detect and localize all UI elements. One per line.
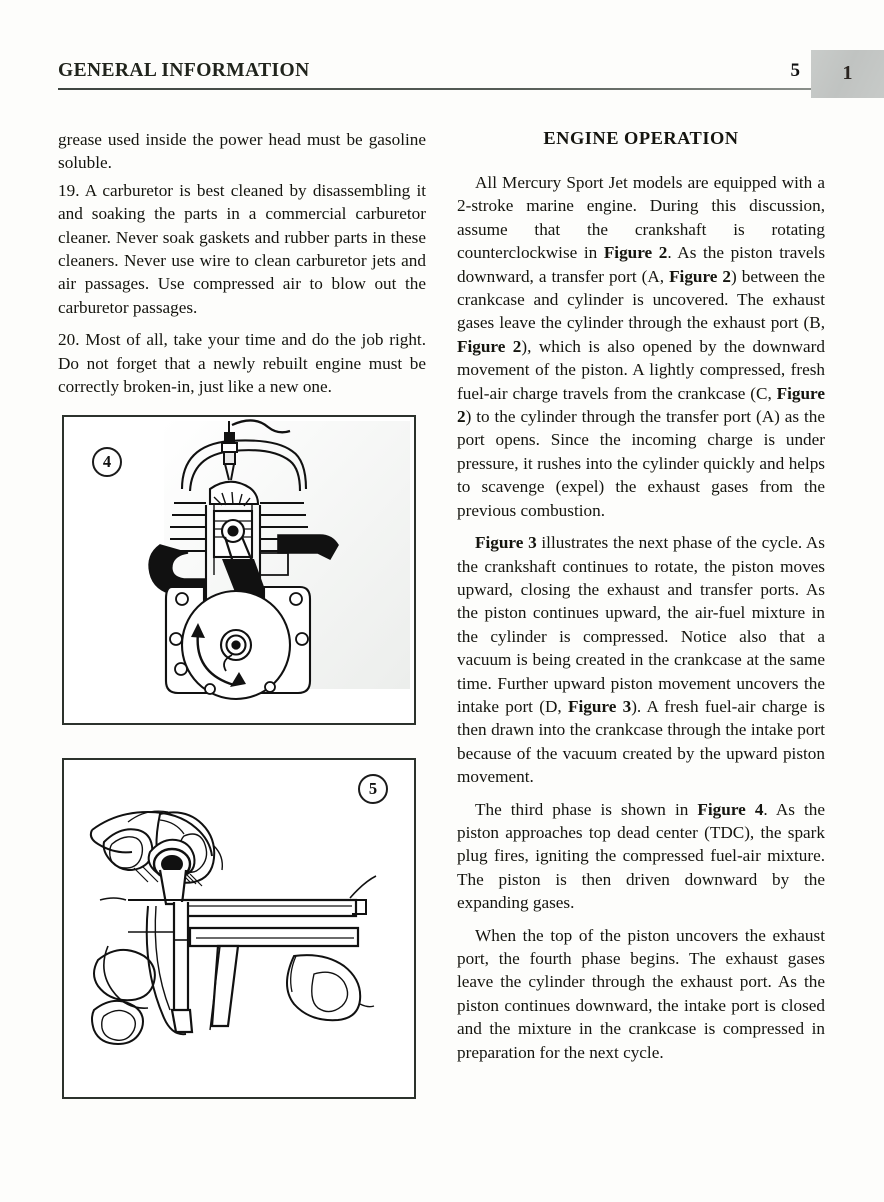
figure-5-box <box>62 758 416 1099</box>
text-run: . As the piston travels downward, a transfer port (A, <box>457 243 826 286</box>
chapter-thumb-tab <box>811 50 884 98</box>
text-run: ) to the cylinder through the transfer port (A) as the port opens. Since the incoming charge is under pressure, it rushes into the cylinder quickly and helps to scavenge (expel) the exhaust gases from the previous combustion. <box>457 407 825 520</box>
text-run: illustrates the next phase of the cycle. As the crankshaft continues to rotate, the piston moves upward, closing the exhaust and transfer ports. As the piston continues upward, the air-fuel mixture in the cylinder is compressed. Notice also that a vacuum is being created in the crankcase at the same time. Further upward piston movement uncovers the intake port (D, <box>457 533 825 716</box>
bold-run: Figure 2 <box>457 383 825 427</box>
text-run: ) between the crankcase and cylinder is uncovered. The exhaust gases leave the cylinder through the exhaust port (B, <box>457 266 826 333</box>
section-heading-engine-operation: ENGINE OPERATION <box>543 128 739 148</box>
chapter-tab-number: 1 <box>842 62 853 84</box>
paragraph-item-19: 19. A carburetor is best cleaned by disassembling it and soaking the parts in a commercial carburetor cleaner. Never soak gaskets and rubber parts in these cleaners. Never use wire to clean carburetor jets and air passages. Use compressed air to blow out the carburetor passages. <box>58 180 426 317</box>
bold-run: Figure 2 <box>669 266 732 286</box>
figure-4-callout: 4 <box>92 447 122 477</box>
bold-run: Figure 3 <box>567 696 632 716</box>
left-text-column <box>58 128 426 398</box>
paragraph-engine-2 <box>457 531 825 788</box>
paragraph-item-20: 20. Most of all, take your time and do the job right. Do not forget that a newly rebuilt engine must be correctly broken-in, just like a new one. <box>58 330 426 397</box>
paragraph-engine-1 <box>457 171 825 522</box>
header-rule <box>58 88 812 90</box>
text-run: . As the piston approaches top dead center (TDC), the spark plug fires, igniting the compressed fuel-air mixture. The piston is then driven downward by the expanding gases. <box>457 799 825 913</box>
bold-run: Figure 2 <box>603 243 668 263</box>
right-text-column <box>457 128 825 1064</box>
text-run: ), which is also opened by the downward movement of the piston. A lightly compressed, fresh fuel-air charge travels from the crankcase (C, <box>457 336 825 403</box>
page-number: 5 <box>790 60 800 81</box>
bold-run: Figure 2 <box>457 336 522 356</box>
figure-5-callout: 5 <box>358 774 388 804</box>
text-run: When the top of the piston uncovers the exhaust port, the fourth phase begins. The exhaust gases leave the cylinder through the exhaust port. As the piston continues downward, the intake port is closed and the mixture in the crankcase is compressed in preparation for the next cycle. <box>457 925 825 1062</box>
caliper-measurement-illustration <box>64 760 414 1097</box>
text-run: ). A fresh fuel-air charge is then drawn into the crankcase through the intake port because of the vacuum created by the upward piston movement. <box>457 696 825 787</box>
page-header <box>58 60 826 98</box>
page-title: GENERAL INFORMATION <box>58 60 310 81</box>
bold-run: Figure 4 <box>697 799 764 819</box>
paragraph-engine-3 <box>457 798 825 915</box>
figure-4-box <box>62 415 416 725</box>
paragraph-grease: grease used inside the power head must be gasoline soluble. <box>58 130 426 173</box>
paragraph-engine-4 <box>457 924 825 1064</box>
text-run: The third phase is shown in <box>475 799 698 819</box>
bold-run: Figure 3 <box>475 533 537 553</box>
text-run: All Mercury Sport Jet models are equipped with a 2-stroke marine engine. During this discussion, assume that the crankshaft is rotating counterclockwise in <box>457 173 825 263</box>
